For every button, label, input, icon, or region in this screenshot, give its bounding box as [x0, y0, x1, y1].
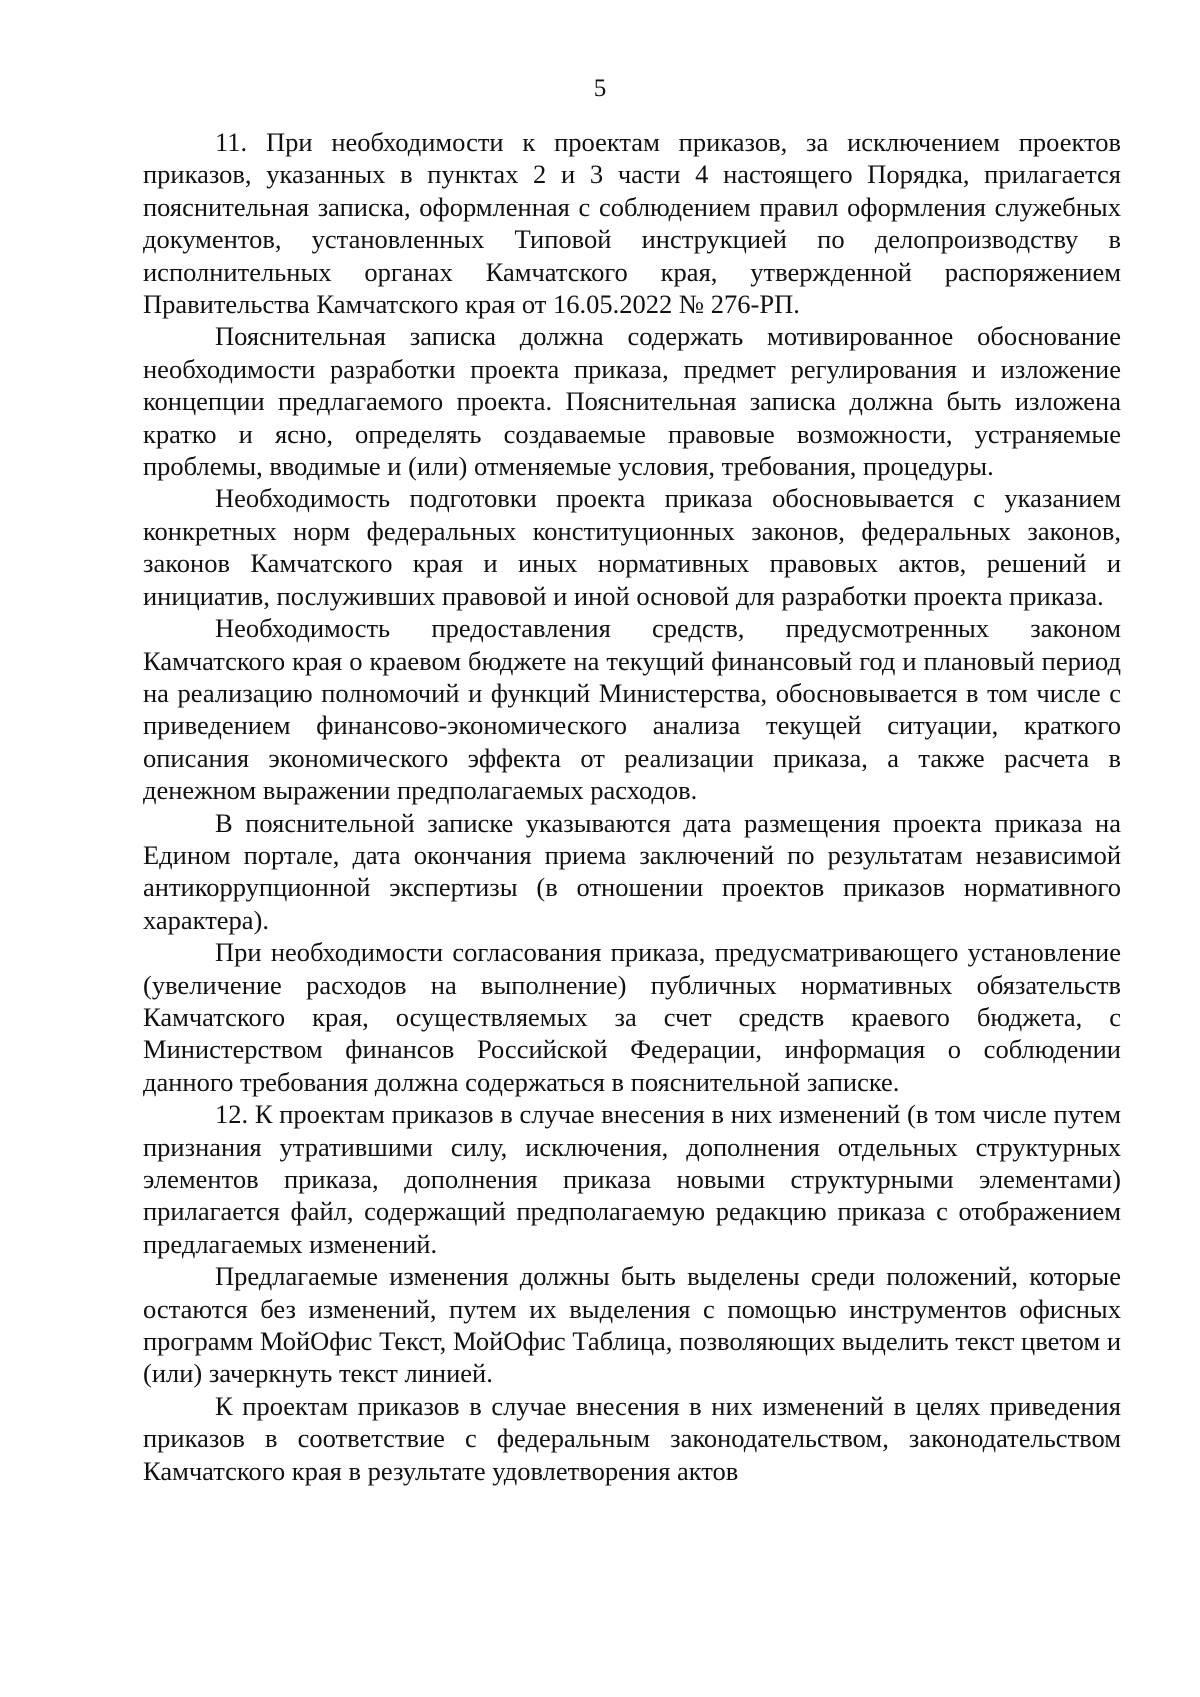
paragraph-item-11: 11. При необходимости к проектам приказов, за исключением проектов приказов, указанных в пунктах 2 и 3 части 4 настоящего Порядка, прилагается пояснительная записка, оформленная с соблюдением правил оформления служебных документов, установленных Типовой инструкцией по делопроизводству в исполнительных органах Камчатского края, утвержденной распоряжением Правительства Камчатского края от 16.05.2022 № 276-РП. — [143, 127, 1121, 320]
paragraph-budget-funds: Необходимость предоставления средств, предусмотренных законом Камчатского края о краевом бюджете на текущий финансовый год и плановый период на реализацию полномочий и функций Министерства, обосновывается в том числе с приведением финансово-экономического анализа текущей ситуации, краткого описания экономического эффекта от реализации приказа, а также расчета в денежном выражении предполагаемых расходов. — [143, 613, 1121, 806]
document-body — [143, 126, 1121, 1487]
paragraph-legislation-alignment: К проектам приказов в случае внесения в них изменений в целях приведения приказов в соответствие с федеральным законодательством, законодательством Камчатского края в результате удовлетворения актов — [143, 1390, 1121, 1486]
paragraph-ministry-of-finance: При необходимости согласования приказа, предусматривающего установление (увеличение расходов на выполнение) публичных нормативных обязательств Камчатского края, осуществляемых за счет средств краевого бюджета, с Министерством финансов Российской Федерации, информация о соблюдении данного требования должна содержаться в пояснительной записке. — [143, 937, 1121, 1097]
paragraph-item-12: 12. К проектам приказов в случае внесения в них изменений (в том числе путем признания утратившими силу, исключения, дополнения отдельных структурных элементов приказа, дополнения приказа новыми структурными элементами) прилагается файл, содержащий предполагаемую редакцию приказа с отображением предлагаемых изменений. — [143, 1099, 1121, 1259]
paragraph-highlighted-changes: Предлагаемые изменения должны быть выделены среди положений, которые остаются без изменений, путем их выделения с помощью инструментов офисных программ МойОфис Текст, МойОфис Таблица, позволяющих выделить текст цветом и (или) зачеркнуть текст линией. — [143, 1261, 1121, 1389]
paragraph-explanatory-note-content: Пояснительная записка должна содержать мотивированное обоснование необходимости разработки проекта приказа, предмет регулирования и изложение концепции предлагаемого проекта. Пояснительная записка должна быть изложена кратко и ясно, определять создаваемые правовые возможности, устраняемые проблемы, вводимые и (или) отменяемые условия, требования, процедуры. — [143, 321, 1121, 482]
paragraph-portal-dates: В пояснительной записке указываются дата размещения проекта приказа на Едином портале, дата окончания приема заключений по результатам независимой антикоррупционной экспертизы (в отношении проектов приказов нормативного характера). — [143, 807, 1121, 935]
page-number: 5 — [593, 75, 607, 102]
paragraph-justification: Необходимость подготовки проекта приказа обосновывается с указанием конкретных норм федеральных конституционных законов, федеральных законов, законов Камчатского края и иных нормативных правовых актов, решений и инициатив, послуживших правовой и иной основой для разработки проекта приказа. — [143, 483, 1121, 611]
